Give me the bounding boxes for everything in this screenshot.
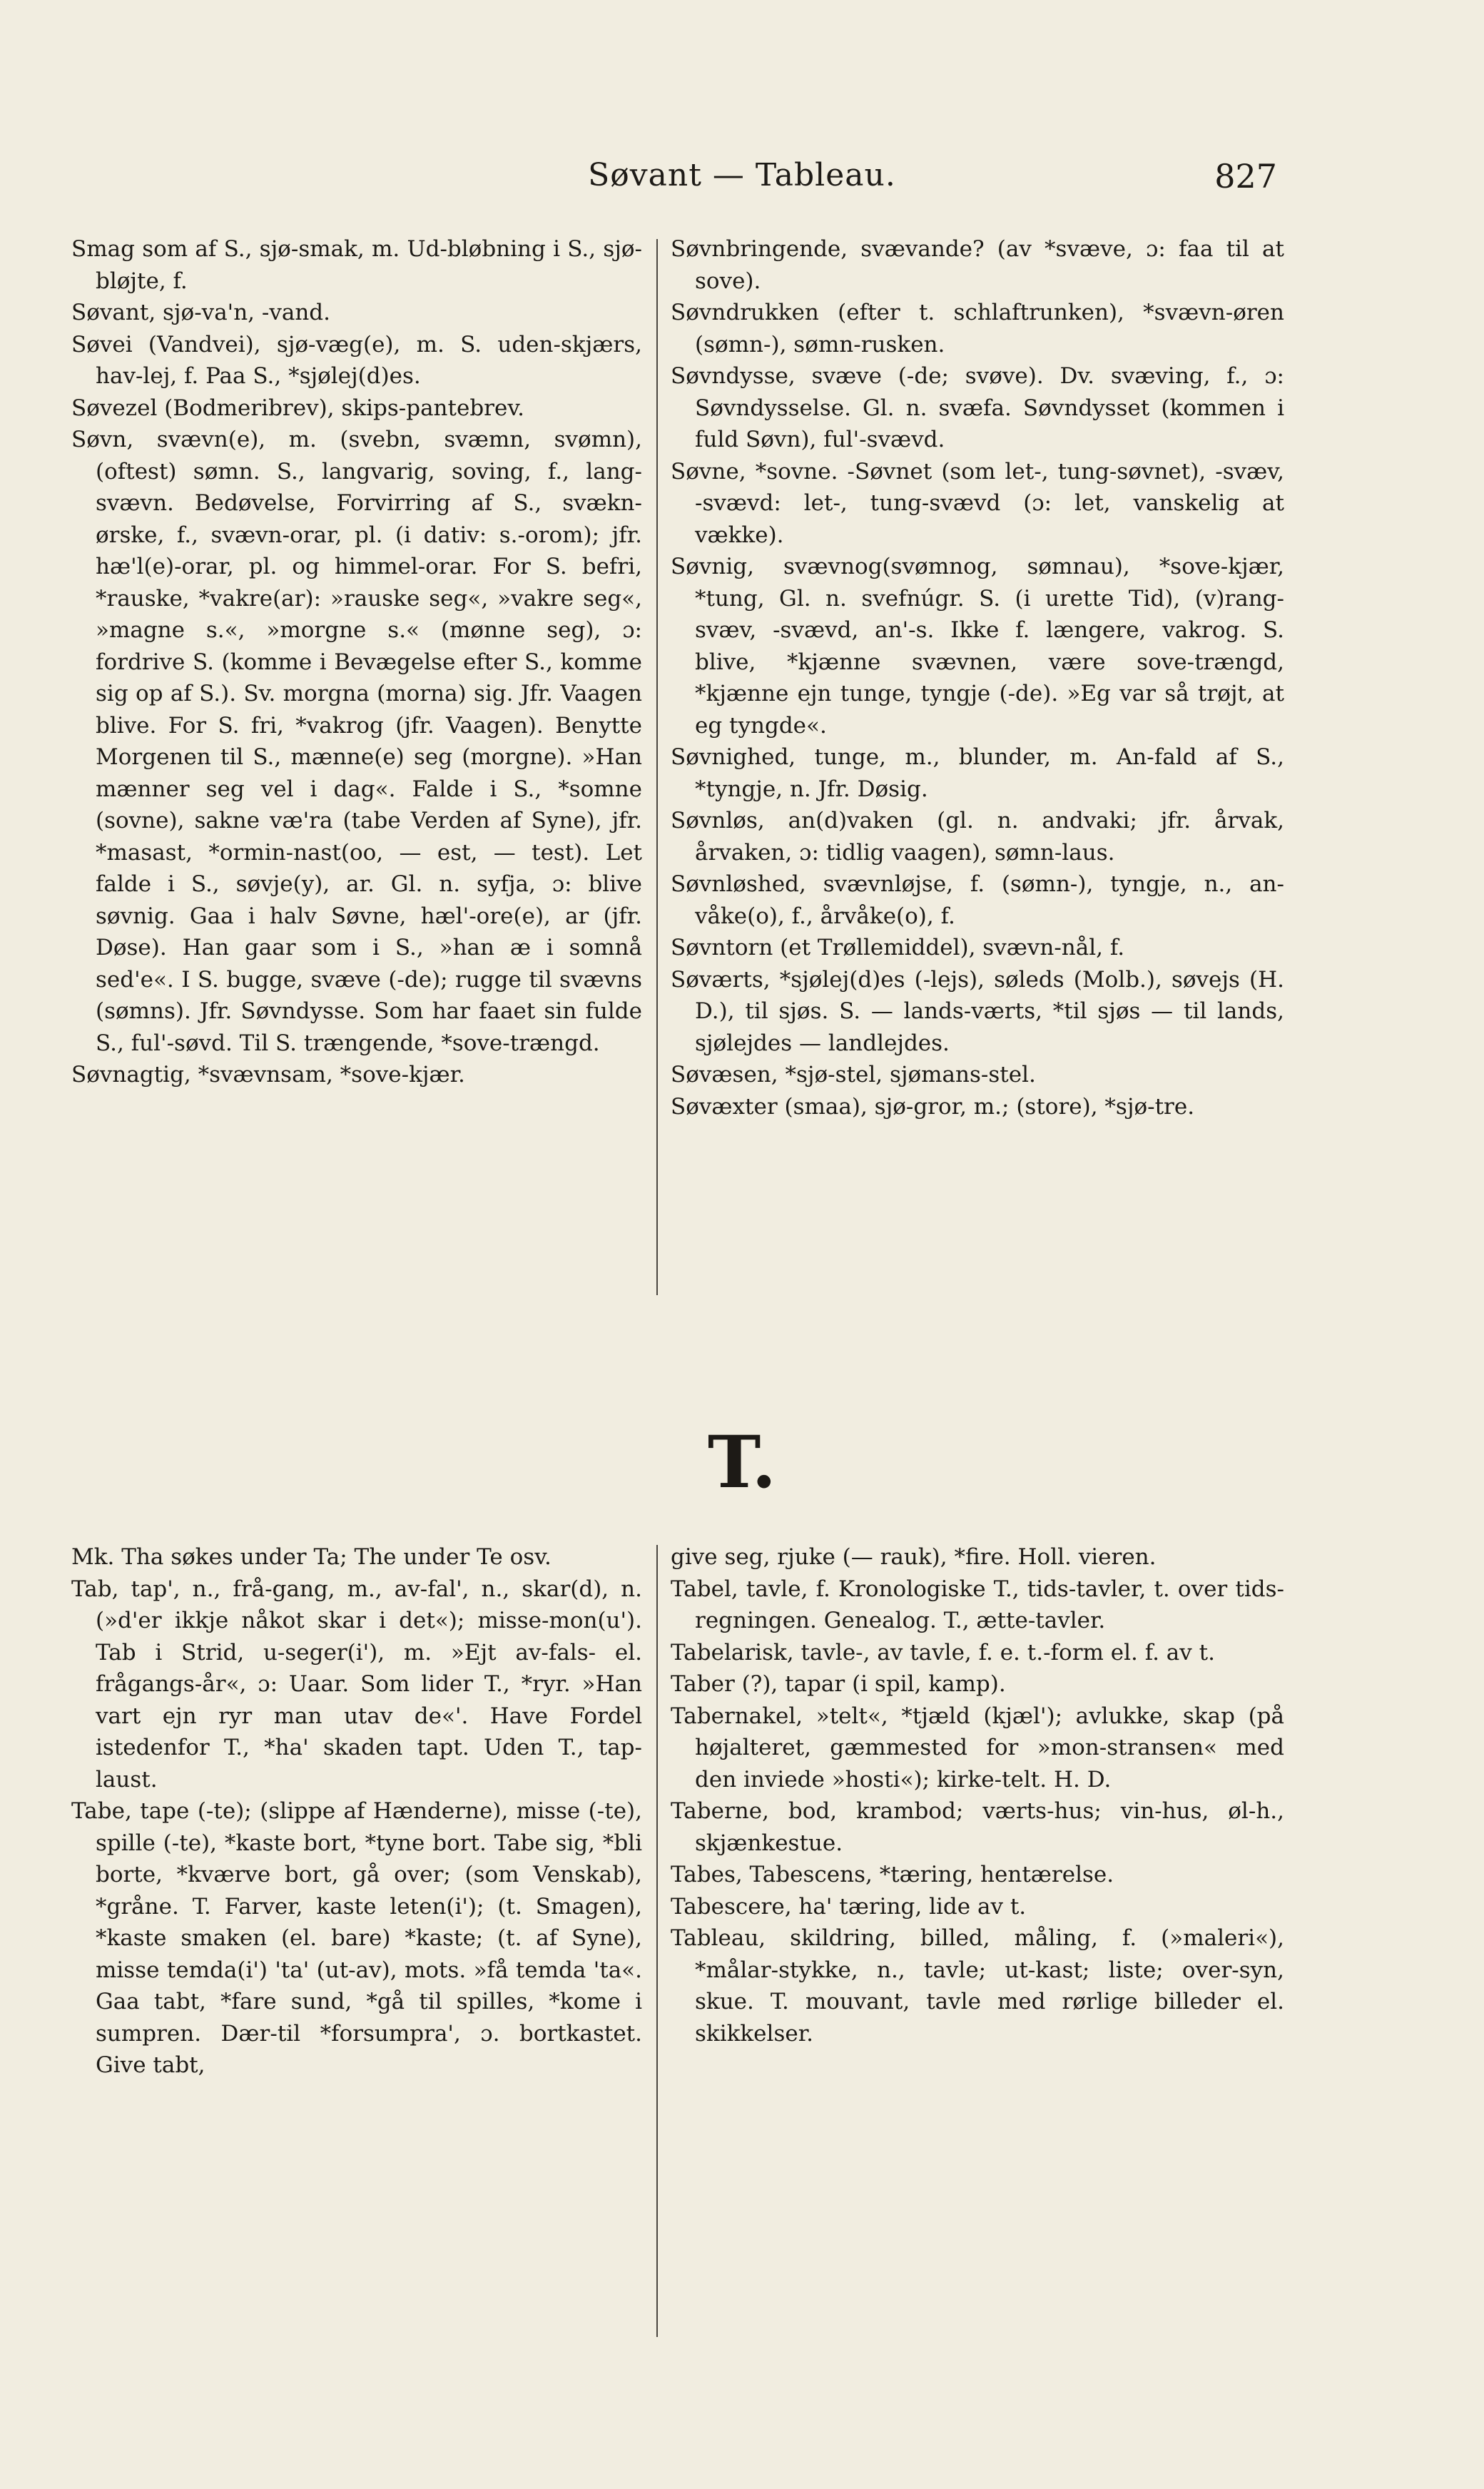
entry: Søvndrukken (efter t. schlaftrunken), *svævn-øren (sømn-), sømn-rusken. xyxy=(671,300,1284,358)
entry: Tabel, tavle, f. Kronologiske T., tids-tavler, t. over tids-regningen. Genealog. T., ætte-tavler. xyxy=(671,1576,1284,1633)
entry: Søvant, sjø-va'n, -vand. xyxy=(71,300,331,325)
entry: Tabernakel, »telt«, *tjæld (kjæl'); avlukke, skap (på højalteret, gæmmested for »mon-stransen« med den inviede »hosti«); kirke-telt. H. D. xyxy=(671,1703,1284,1793)
column-divider-top xyxy=(656,239,658,1295)
entry: Søvntorn (et Trøllemiddel), svævn-nål, f. xyxy=(671,935,1125,960)
page-header xyxy=(0,157,1484,200)
entry: Søvei (Vandvei), sjø-væg(e), m. S. uden-skjærs, hav-lej, f. Paa S., *sjølej(d)es. xyxy=(71,331,642,389)
entry: Søvne, *sovne. -Søvnet (som let-, tung-søvnet), -svæv, -svævd: let-, tung-svævd (ɔ: let, vanskelig at vække). xyxy=(671,458,1284,548)
column-divider-bottom xyxy=(656,1545,658,2337)
entry: Søvndysse, svæve (-de; svøve). Dv. svæving, f., ɔ: Søvndysselse. Gl. n. svæfa. Søvndysset (kommen i fuld Søvn), ful'-svævd. xyxy=(671,363,1284,452)
entry: Smag som af S., sjø-smak, m. Ud-bløbning i S., sjø-bløjte, f. xyxy=(71,236,642,294)
entry: Tabes, Tabescens, *tæring, hentærelse. xyxy=(671,1862,1114,1887)
entry: Søvnløshed, svævnløjse, f. (sømn-), tyngje, n., an-våke(o), f., årvåke(o), f. xyxy=(671,871,1284,929)
running-head: Søvant — Tableau. xyxy=(588,157,896,193)
column-left-bottom xyxy=(71,1541,642,2082)
entry: Søvnbringende, svævande? (av *svæve, ɔ: faa til at sove). xyxy=(671,236,1284,294)
entry: Tabelarisk, tavle-, av tavle, f. e. t.-form el. f. av t. xyxy=(671,1639,1215,1666)
section-letter: T. xyxy=(707,1420,777,1504)
entry: Tableau, skildring, billed, måling, f. (»maleri«), *målar-stykke, n., tavle; ut-kast; liste; over-syn, skue. T. mouvant, tavle med rørlige billeder el. skikkelser. xyxy=(671,1925,1284,2047)
column-left-top xyxy=(71,233,642,1091)
entry: Tabe, tape (-te); (slippe af Hænderne), misse (-te), spille (-te), *kaste bort, *tyne bort. Tabe sig, *bli borte, *kværve bort, gå over; (som Venskab), *gråne. T. Farver, kaste leten(i'); (t. Smagen), *kaste smaken (el. bare) *kaste; (t. af Syne), misse temda(i') 'ta' (ut-av), mots. »få temda 'ta«. Gaa tabt, *fare sund, *gå til spilles, *kome i sumpren. Dær-til *forsumpra', ɔ. bortkastet. Give tabt, xyxy=(71,1798,642,2078)
entry: Søvæxter (smaa), sjø-gror, m.; (store), *sjø-tre. xyxy=(671,1093,1195,1120)
column-right-bottom xyxy=(671,1541,1284,2049)
entry: Søvn, svævn(e), m. (svebn, svæmn, svømn), (oftest) sømn. S., langvarig, soving, f., lang-svævn. Bedøvelse, Forvirring af S., svækn-ørske, f., svævn-orar, pl. (i dativ: s.-orom); jfr. hæ'l(e)-orar, pl. og himmel-orar. For S. befri, *rauske, *vakre(ar): »rauske seg«, »vakre seg«, »magne s.«, »morgne s.« (mønne seg), ɔ: fordrive S. (komme i Bevægelse efter S., komme sig op af S.). Sv. morgna (morna) sig. Jfr. Vaagen blive. For S. fri, *vakrog (jfr. Vaagen). Benytte Morgenen til S., mænne(e) seg (morgne). »Han mænner seg vel i dag«. Falde i S., *somne (sovne), sakne væ'ra (tabe Verden af Syne), jfr. *masast, *ormin-nast(oo, — est, — test). Let falde i S., søvje(y), ar. Gl. n. syfja, ɔ: blive søvnig. Gaa i halv Søvne, hæl'-ore(e), ar (jfr. Døse). Han gaar som i S., »han æ i somnå sed'e«. I S. bugge, svæve (-de); rugge til svævns (sømns). Jfr. Søvndysse. Som har faaet sin fulde S., ful'-søvd. Til S. trængende, *sove-trængd. xyxy=(71,427,642,1056)
entry: Søvnagtig, *svævnsam, *sove-kjær. xyxy=(71,1062,465,1088)
entry: Søvezel (Bodmeribrev), skips-pantebrev. xyxy=(71,395,525,421)
entry: Søvæsen, *sjø-stel, sjømans-stel. xyxy=(671,1062,1036,1088)
entry: give seg, rjuke (— rauk), *fire. Holl. vieren. xyxy=(671,1544,1157,1570)
entry: Søvnighed, tunge, m., blunder, m. An-fald af S., *tyngje, n. Jfr. Døsig. xyxy=(671,744,1284,802)
entry: Taber (?), tapar (i spil, kamp). xyxy=(671,1671,1006,1697)
page-number: 827 xyxy=(1214,157,1277,196)
entry: Søvnig, svævnog(svømnog, sømnau), *sove-kjær, *tung, Gl. n. svefnúgr. S. (i urette Tid), (v)rang-svæv, -svævd, an'-s. Ikke f. længere, vakrog. S. blive, *kjænne svævnen, være sove-trængd, *kjænne ejn tunge, tyngje (-de). »Eg var så trøjt, at eg tyngde«. xyxy=(671,554,1284,739)
entry: Tabescere, ha' tæring, lide av t. xyxy=(671,1893,1027,1920)
entry: Taberne, bod, krambod; værts-hus; vin-hus, øl-h., skjænkestue. xyxy=(671,1798,1284,1856)
column-right-top xyxy=(671,233,1284,1122)
entry: Søværts, *sjølej(d)es (-lejs), søleds (Molb.), søvejs (H. D.), til sjøs. S. — lands-værts, *til sjøs — til lands, sjølejdes — landlejdes. xyxy=(671,966,1284,1056)
entry: Mk. Tha søkes under Ta; The under Te osv. xyxy=(71,1544,552,1570)
entry: Søvnløs, an(d)vaken (gl. n. andvaki; jfr. årvak, årvaken, ɔ: tidlig vaagen), sømn-laus. xyxy=(671,808,1284,866)
entry: Tab, tap', n., frå-gang, m., av-fal', n., skar(d), n. (»d'er ikkje nåkot skar i det«); misse-mon(u'). Tab i Strid, u-seger(i'), m. »Ejt av-fals- el. frågangs-år«, ɔ: Uaar. Som lider T., *ryr. »Han vart ejn ryr man utav de«'. Have Fordel istedenfor T., *ha' skaden tapt. Uden T., tap-laust. xyxy=(71,1576,642,1793)
